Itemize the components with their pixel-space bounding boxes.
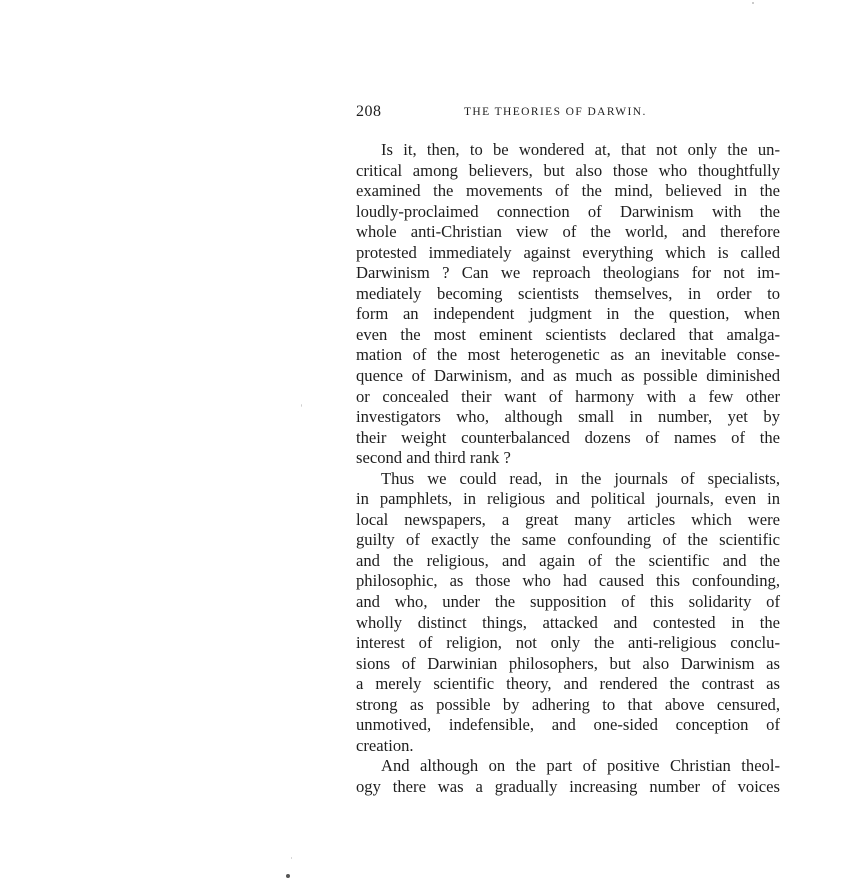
text-line: examined the movements of the mind, believed in the	[356, 181, 780, 201]
running-title: THE THEORIES OF DARWIN.	[464, 106, 647, 118]
text-line: Darwinism ? Can we reproach theologians for not im-	[356, 263, 780, 283]
text-line: second and third rank ?	[356, 448, 511, 468]
text-line: sions of Darwinian philosophers, but also Darwinism as	[356, 653, 780, 673]
scan-speck	[291, 857, 292, 859]
text-line: mation of the most heterogenetic as an inevitable conse-	[356, 345, 780, 365]
body-text	[356, 140, 780, 798]
text-line: philosophic, as those who had caused this confounding,	[356, 571, 780, 591]
text-line: wholly distinct things, attacked and contested in the	[356, 612, 780, 632]
text-line: interest of religion, not only the anti-religious conclu-	[356, 633, 780, 653]
text-line: or concealed their want of harmony with a few other	[356, 386, 780, 406]
text-line: and the religious, and again of the scientific and the	[356, 550, 780, 570]
text-line: loudly-proclaimed connection of Darwinism with the	[356, 201, 780, 221]
text-line: in pamphlets, in religious and political journals, even in	[356, 489, 780, 509]
text-line: Is it, then, to be wondered at, that not only the un-	[381, 140, 780, 159]
text-line: even the most eminent scientists declared that amalga-	[356, 324, 780, 344]
text-line: Thus we could read, in the journals of specialists,	[381, 468, 780, 488]
text-line: mediately becoming scientists themselves, in order to	[356, 283, 780, 303]
text-line: protested immediately against everything which is called	[356, 242, 780, 262]
text-line: a merely scientific theory, and rendered the contrast as	[356, 674, 780, 694]
scan-speck	[752, 2, 754, 4]
text-line: strong as possible by adhering to that above censured,	[356, 694, 780, 714]
text-line: quence of Darwinism, and as much as possible diminished	[356, 366, 780, 386]
text-line: critical among believers, but also those who thoughtfully	[356, 160, 780, 180]
text-line: guilty of exactly the same confounding of the scientific	[356, 530, 780, 550]
text-line: And although on the part of positive Christian theol-	[381, 756, 780, 776]
scan-speck	[301, 404, 302, 407]
scan-speck	[286, 874, 290, 878]
text-line: unmotived, indefensible, and one-sided conception of	[356, 715, 780, 735]
text-line: their weight counterbalanced dozens of names of the	[356, 427, 780, 447]
text-line: investigators who, although small in number, yet by	[356, 407, 780, 427]
text-line: whole anti-Christian view of the world, and therefore	[356, 222, 780, 242]
page-number: 208	[356, 103, 382, 120]
text-line: ogy there was a gradually increasing number of voices	[356, 776, 780, 796]
text-line: form an independent judgment in the question, when	[356, 304, 780, 324]
text-line: and who, under the supposition of this solidarity of	[356, 592, 780, 612]
page-header	[356, 103, 784, 127]
text-line: creation.	[356, 735, 414, 755]
text-line: local newspapers, a great many articles which were	[356, 509, 780, 529]
